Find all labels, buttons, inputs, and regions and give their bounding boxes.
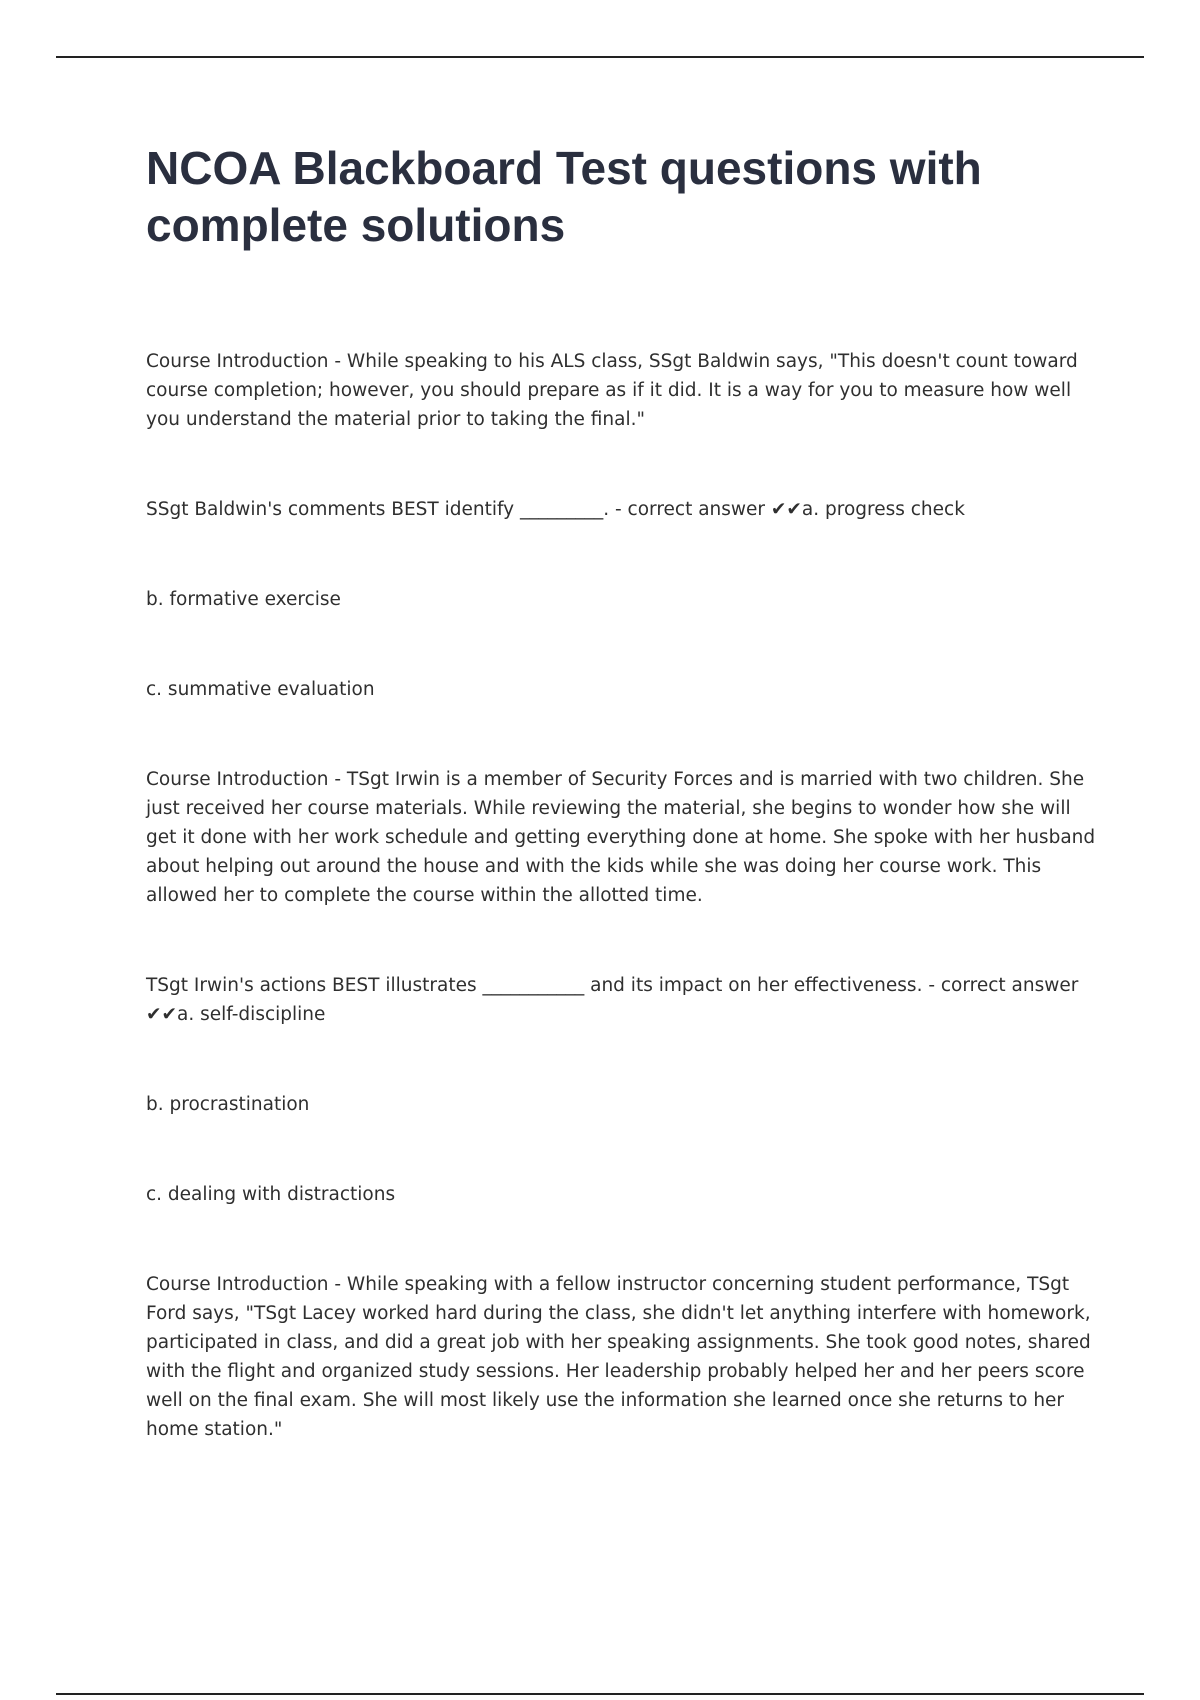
spacer: [146, 614, 1096, 675]
question-3-scenario: Course Introduction - While speaking with a fellow instructor concerning student performance, TSgt Ford says, "TSgt Lacey worked hard during the class, she didn't let anything interfere with homework, participated in class, and did a great job with her speaking assignments. She took good notes, shared with the flight and organized study sessions. Her leadership probably helped her and her peers score well on the final exam. She will most likely use the information she learned once she returns to her home station.": [146, 1274, 1091, 1440]
question-1-prompt-answer: SSgt Baldwin's comments BEST identify _________. - correct answer ✔✔a. progress check: [146, 499, 965, 520]
question-2-scenario: Course Introduction - TSgt Irwin is a member of Security Forces and is married with two children. She just received her course materials. While reviewing the material, she begins to wonder how she will get it done with her work schedule and getting everything done at home. She spoke with her husband about helping out around the house and with the kids while she was doing her course work. This allowed her to complete the course within the allotted time.: [146, 769, 1096, 906]
spacer: [146, 1209, 1096, 1270]
question-list: [146, 347, 1096, 1444]
spacer: [146, 910, 1096, 971]
spacer: [146, 434, 1096, 495]
spacer: [146, 524, 1096, 585]
question-2-option-b: b. procrastination: [146, 1094, 310, 1115]
top-rule: [56, 56, 1144, 58]
spacer: [146, 1119, 1096, 1180]
question-1-scenario: Course Introduction - While speaking to his ALS class, SSgt Baldwin says, "This doesn't count toward course completion; however, you should prepare as if it did. It is a way for you to measure how well you understand the material prior to taking the final.": [146, 351, 1078, 430]
bottom-rule: [56, 1693, 1144, 1695]
spacer: [146, 1029, 1096, 1090]
question-2-prompt-answer: TSgt Irwin's actions BEST illustrates ___________ and its impact on her effectiveness. - correct answer ✔✔a. self-discipline: [146, 975, 1079, 1025]
document-body: [146, 140, 1096, 1444]
document-title: NCOA Blackboard Test questions with complete solutions: [146, 142, 982, 251]
question-2-option-c: c. dealing with distractions: [146, 1184, 396, 1205]
question-1-option-c: c. summative evaluation: [146, 679, 375, 700]
question-1-option-b: b. formative exercise: [146, 589, 341, 610]
spacer: [146, 704, 1096, 765]
